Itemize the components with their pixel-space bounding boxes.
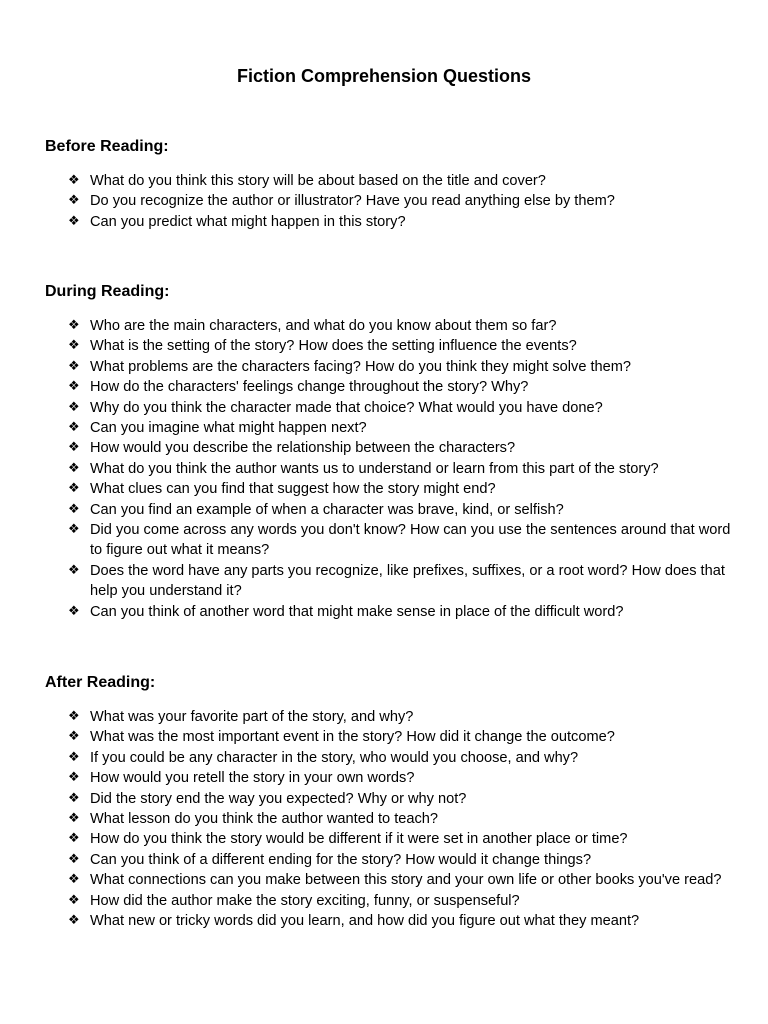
question-text: What clues can you find that suggest how the story might end?	[90, 481, 496, 498]
question-text: Do you recognize the author or illustrator? Have you read anything else by them?	[90, 193, 615, 210]
diamond-bullet-icon: ❖	[68, 603, 80, 619]
question-text: What was the most important event in the story? How did it change the outcome?	[90, 729, 615, 746]
list-item	[45, 809, 735, 829]
question-text: What is the setting of the story? How does the setting influence the events?	[90, 338, 577, 355]
diamond-bullet-icon: ❖	[68, 522, 80, 538]
diamond-bullet-icon: ❖	[68, 749, 80, 765]
section-during-reading	[45, 282, 735, 622]
section-heading: After Reading:	[45, 674, 156, 691]
diamond-bullet-icon: ❖	[68, 460, 80, 476]
list-item	[45, 459, 735, 479]
diamond-bullet-icon: ❖	[68, 213, 80, 229]
list-item	[45, 768, 735, 788]
diamond-bullet-icon: ❖	[68, 501, 80, 517]
question-list	[45, 316, 735, 622]
list-item	[45, 336, 735, 356]
diamond-bullet-icon: ❖	[68, 851, 80, 867]
diamond-bullet-icon: ❖	[68, 379, 80, 395]
diamond-bullet-icon: ❖	[68, 562, 80, 578]
question-text: Can you imagine what might happen next?	[90, 420, 367, 437]
question-text: Can you find an example of when a character was brave, kind, or selfish?	[90, 501, 564, 518]
diamond-bullet-icon: ❖	[68, 790, 80, 806]
list-item	[45, 438, 735, 458]
section-heading: During Reading:	[45, 283, 170, 300]
question-text: Can you predict what might happen in this story?	[90, 213, 406, 230]
question-text: What problems are the characters facing? How do you think they might solve them?	[90, 358, 632, 375]
list-item	[45, 707, 735, 727]
diamond-bullet-icon: ❖	[68, 892, 80, 908]
list-item	[45, 212, 735, 232]
diamond-bullet-icon: ❖	[68, 173, 80, 188]
list-item	[45, 418, 735, 438]
list-item	[45, 316, 735, 336]
question-text: How would you retell the story in your own words?	[90, 770, 415, 787]
question-text: Who are the main characters, and what do you know about them so far?	[90, 318, 557, 334]
list-item	[45, 398, 735, 418]
diamond-bullet-icon: ❖	[68, 481, 80, 497]
question-text: What connections can you make between this story and your own life or other books you've read?	[90, 872, 722, 889]
list-item	[45, 479, 735, 499]
diamond-bullet-icon: ❖	[68, 358, 80, 374]
list-item	[45, 727, 735, 747]
list-item	[45, 891, 735, 911]
question-text: What do you think this story will be about based on the title and cover?	[90, 173, 546, 189]
list-item	[45, 911, 735, 931]
diamond-bullet-icon: ❖	[68, 913, 80, 929]
question-text: Did you come across any words you don't know? How can you use the sentences around that word to figure out what it means?	[90, 522, 731, 559]
diamond-bullet-icon: ❖	[68, 318, 80, 333]
question-text: What lesson do you think the author wanted to teach?	[90, 811, 439, 828]
question-text: What was your favorite part of the story, and why?	[90, 709, 414, 725]
list-item	[45, 561, 735, 602]
diamond-bullet-icon: ❖	[68, 193, 80, 209]
section-before-reading	[45, 137, 735, 232]
list-item	[45, 870, 735, 890]
diamond-bullet-icon: ❖	[68, 811, 80, 827]
list-item	[45, 602, 735, 622]
diamond-bullet-icon: ❖	[68, 770, 80, 786]
question-text: How did the author make the story exciting, funny, or suspenseful?	[90, 892, 520, 909]
list-item	[45, 191, 735, 211]
question-text: Can you think of a different ending for the story? How would it change things?	[90, 851, 592, 868]
question-list	[45, 707, 735, 931]
section-after-reading	[45, 673, 735, 931]
question-text: What new or tricky words did you learn, and how did you figure out what they meant?	[90, 913, 640, 930]
page-title: Fiction Comprehension Questions	[236, 66, 532, 86]
diamond-bullet-icon: ❖	[68, 872, 80, 888]
question-text: How would you describe the relationship between the characters?	[90, 440, 516, 457]
list-item	[45, 829, 735, 849]
question-text: Does the word have any parts you recognize, like prefixes, suffixes, or a root word? How does that help you understand it?	[90, 562, 725, 600]
section-heading: Before Reading:	[45, 138, 169, 155]
diamond-bullet-icon: ❖	[68, 831, 80, 847]
question-text: If you could be any character in the story, who would you choose, and why?	[90, 749, 579, 766]
list-item	[45, 500, 735, 520]
question-text: Did the story end the way you expected? Why or why not?	[90, 790, 467, 807]
question-text: How do you think the story would be different if it were set in another place or time?	[90, 831, 628, 848]
list-item	[45, 789, 735, 809]
question-text: How do the characters' feelings change throughout the story? Why?	[90, 379, 529, 396]
question-list	[45, 171, 735, 232]
list-item	[45, 850, 735, 870]
list-item	[45, 377, 735, 397]
list-item	[45, 748, 735, 768]
diamond-bullet-icon: ❖	[68, 729, 80, 745]
question-text: Can you think of another word that might make sense in place of the difficult word?	[90, 603, 624, 620]
list-item	[45, 171, 735, 191]
diamond-bullet-icon: ❖	[68, 420, 80, 436]
diamond-bullet-icon: ❖	[68, 709, 80, 724]
question-text: What do you think the author wants us to understand or learn from this part of the story?	[90, 460, 659, 477]
diamond-bullet-icon: ❖	[68, 399, 80, 415]
list-item	[45, 520, 735, 561]
diamond-bullet-icon: ❖	[68, 440, 80, 456]
diamond-bullet-icon: ❖	[68, 338, 80, 354]
question-text: Why do you think the character made that choice? What would you have done?	[90, 399, 603, 416]
list-item	[45, 357, 735, 377]
